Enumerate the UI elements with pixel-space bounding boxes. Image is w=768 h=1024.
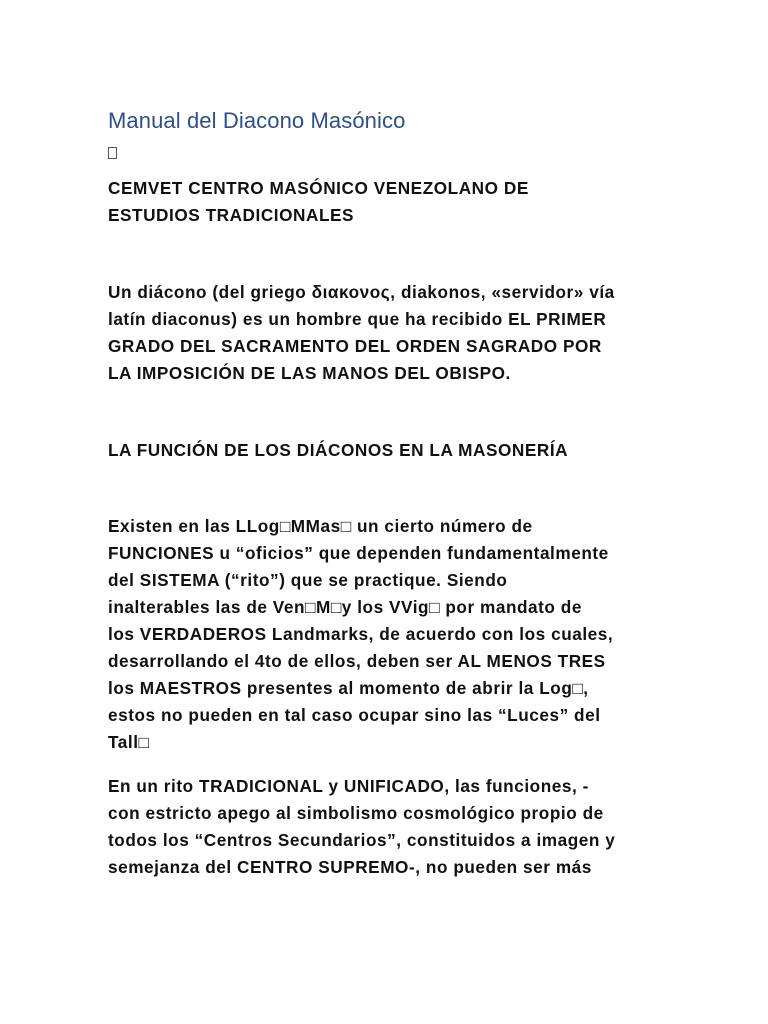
text-line: LA IMPOSICIÓN DE LAS MANOS DEL OBISPO. — [108, 363, 511, 383]
text-line: del SISTEMA (“rito”) que se practique. Siendo — [108, 570, 508, 590]
text-line: FUNCIONES u “oficios” que dependen fundamentalmente — [108, 543, 609, 563]
text-line: Un diácono (del griego διακονος, diakonos, «servidor» vía — [108, 282, 615, 302]
text-line: latín diaconus) es un hombre que ha recibido EL PRIMER — [108, 309, 607, 329]
text-line: desarrollando el 4to de ellos, deben ser AL MENOS TRES — [108, 651, 606, 671]
body-paragraph-funciones — [108, 513, 668, 756]
text-line: todos los “Centros Secundarios”, constituidos a imagen y — [108, 830, 616, 850]
text-line: Existen en las LLog□MMas□ un cierto número de — [108, 516, 533, 536]
text-line: con estricto apego al simbolismo cosmológico propio de — [108, 803, 604, 823]
section-heading-funcion — [108, 437, 668, 464]
text-line: CEMVET CENTRO MASÓNICO VENEZOLANO DE — [108, 178, 529, 198]
text-line: semejanza del CENTRO SUPREMO-, no pueden ser más — [108, 857, 592, 877]
text-line: los MAESTROS presentes al momento de abrir la Log□, — [108, 678, 589, 698]
text-line: GRADO DEL SACRAMENTO DEL ORDEN SAGRADO POR — [108, 336, 602, 356]
text-line: Tall□ — [108, 732, 150, 752]
text-line: ESTUDIOS TRADICIONALES — [108, 205, 355, 225]
section-heading-cemvet — [108, 175, 668, 229]
text-line: los VERDADEROS Landmarks, de acuerdo con los cuales, — [108, 624, 614, 644]
text-line: LA FUNCIÓN DE LOS DIÁCONOS EN LA MASONERÍA — [108, 440, 569, 460]
intro-paragraph — [108, 279, 668, 387]
missing-glyph-icon — [108, 147, 117, 159]
body-paragraph-rito — [108, 773, 668, 881]
text-line: En un rito TRADICIONAL y UNIFICADO, las funciones, - — [108, 776, 589, 796]
text-line: estos no pueden en tal caso ocupar sino las “Luces” del — [108, 705, 601, 725]
document-title: Manual del Diacono Masónico — [108, 108, 406, 133]
text-line: inalterables las de Ven□M□y los VVig□ por mandato de — [108, 597, 582, 617]
